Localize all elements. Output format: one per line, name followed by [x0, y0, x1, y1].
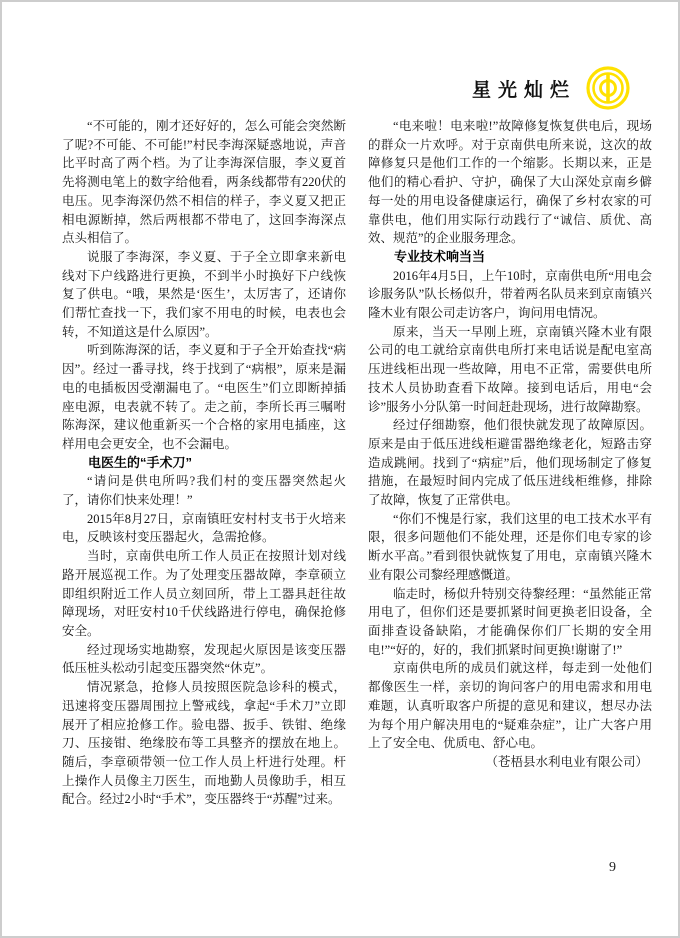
- paragraph: 说服了李海深，李义夏、于子全立即拿来新电线对下户线路进行更换，不到半小时换好下户线恢复了供电。“哦，果然是‘医生’，太厉害了，还请你们帮忙查找一下，我们家不用电的时候，电表也会转，不知道这是什么原因”。: [62, 249, 346, 339]
- paragraph: 京南供电所的成员们就这样，每走到一处他们都像医生一样，亲切的询问客户的用电需求和用电难题，认真听取客户所提的意见和建议，想尽办法为每个用户解决用电的“疑难杂症”，让广大客户用上了安全电、优质电、舒心电。: [368, 661, 652, 751]
- attribution: （苍梧县水利电业有限公司）: [485, 754, 648, 769]
- paragraph: 临走时，杨似升特别交待黎经理：“虽然能正常用电了，但你们还是要抓紧时间更换老旧设备，全面排查设备缺陷，才能确保你们厂长期的安全用电!”“好的，好的，我们抓紧时间更换!谢谢了!”: [368, 586, 652, 657]
- paragraph: “你们不愧是行家，我们这里的电工技术水平有限，很多问题他们不能处理，还是你们电专家的诊断水平高。”看到很快就恢复了用电，京南镇兴隆木业有限公司黎经理感慨道。: [368, 511, 652, 582]
- paragraph: “请问是供电所吗?我们村的变压器突然起火了，请你们快来处理！”: [62, 474, 346, 508]
- section-heading: 专业技术响当当: [394, 248, 486, 264]
- paragraph: 2015年8月27日，京南镇旺安村村支书于火培来电，反映该村变压器起火，急需抢修。: [62, 511, 346, 545]
- paragraph: 当时，京南供电所工作人员正在按照计划对线路开展巡视工作。为了处理变压器故障，李章硕立即组织附近工作人员立刻回所，带上工器具赶往故障现场，对旺安村10千伏线路进行停电，确保抢修安全。: [62, 549, 346, 638]
- paragraph: “电来啦！电来啦!”故障修复恢复供电后，现场的群众一片欢呼。对于京南供电所来说，这次的故障修复只是他们工作的一个缩影。长期以来，正是他们的精心看护、守护，确保了大山深处京南乡僻每一处的用电设备健康运行，确保了乡村农家的可靠供电，他们用实际行动践行了“诚信、质优、高效、规范”的企业服务理念。: [368, 119, 652, 246]
- paragraph: “不可能的，刚才还好好的，怎么可能会突然断了呢?不可能、不可能!”村民李海深疑惑地说，声音比平时高了两个档。为了让李海深信服，李义夏首先将测电笔上的数字给他看，两条线都带有220伏的电压。见李海深仍然不相信的样子，李义夏又把正相电源断掉，然后两根都不带电了，这回李海深点点头相信了。: [62, 119, 346, 246]
- section-heading: 电医生的“手术刀”: [88, 454, 193, 470]
- trade-union-emblem-icon: [586, 66, 630, 110]
- right-column: [368, 117, 652, 809]
- article-body: [62, 117, 652, 809]
- page-header: [472, 66, 630, 110]
- paragraph: 原来，当天一早刚上班，京南镇兴隆木业有限公司的电工就给京南供电所打来电话说是配电室高压进线柜出现一些故障，用电不正常，需要供电所技术人员协助查看下故障。接到电话后，用电“会诊”服务小分队第一时间赶赴现场，进行故障勘察。: [368, 324, 652, 414]
- paragraph: 听到陈海深的话，李义夏和于子全开始查找“病因”。经过一番寻找，终于找到了“病根”，原来是漏电的电插板因受潮漏电了。“电医生”们立即断掉插座电源，电表就不转了。走之前，李所长再三嘱咐陈海深，建议他重新买一个合格的家用电插座，这样用电会更安全，也不会漏电。: [62, 343, 346, 451]
- page-number: 9: [609, 860, 616, 875]
- page-title: 星光灿烂: [471, 79, 576, 101]
- paragraph: 情况紧急，抢修人员按照医院急诊科的模式，迅速将变压器周围拉上警戒线，拿起“手术刀”立即展开了相应抢修工作。验电器、扳手、铁钳、绝缘刀、压接钳、绝缘胶布等工具整齐的摆放在地上。随后，李章硕带领一位工作人员上杆进行处理。杆上操作人员像主刀医生，而地勤人员像助手，相互配合。经过2小时“手术”，变压器终于“苏醒”过来。: [62, 680, 346, 807]
- paragraph: 经过现场实地勘察，发现起火原因是该变压器低压桩头松动引起变压器突然“休克”。: [62, 642, 346, 676]
- left-column: [62, 117, 346, 809]
- paragraph: 2016年4月5日，上午10时，京南供电所“用电会诊服务队”队长杨似升，带着两名队员来到京南镇兴隆木业有限公司走访客户，询问用电情况。: [368, 268, 652, 321]
- paragraph: 经过仔细勘察，他们很快就发现了故障原因。原来是由于低压进线柜避雷器绝缘老化，短路击穿造成跳闸。找到了“病症”后，他们现场制定了修复措施，在最短时间内完成了低压进线柜维修，排除了故障，恢复了正常供电。: [368, 418, 652, 508]
